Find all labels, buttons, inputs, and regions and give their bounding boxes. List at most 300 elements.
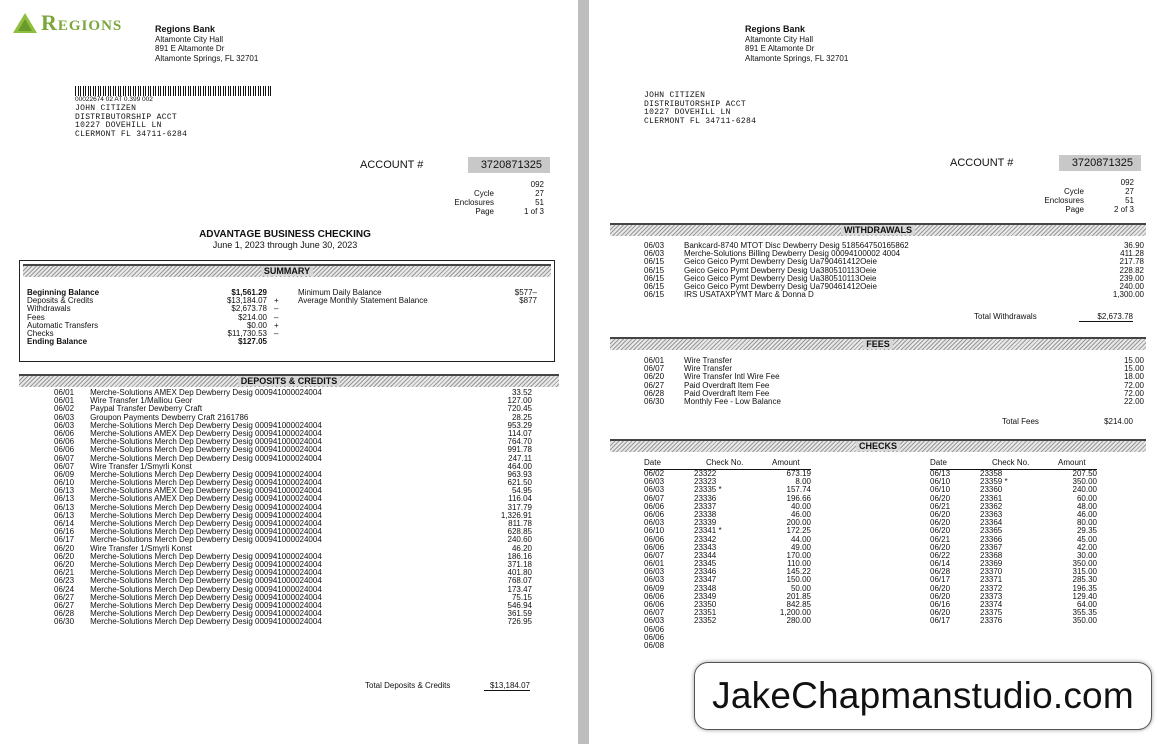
txn-date: 06/03	[54, 412, 75, 422]
txn-amount: 247.11	[508, 453, 532, 463]
page-label-p2: Page	[1065, 205, 1084, 214]
check-amount: 1,200.00	[779, 608, 811, 618]
col-amount: Amount	[772, 458, 800, 467]
summary-amount: $13,184.07	[226, 296, 267, 306]
check-number: 23374	[980, 600, 1003, 609]
bank-line1: Altamonte City Hall	[155, 34, 224, 44]
txn-amount: 114.07	[508, 428, 532, 438]
check-date: 06/10	[930, 477, 951, 487]
check-number: 23341 *	[694, 526, 722, 536]
check-amount: 110.00	[787, 559, 811, 569]
check-row	[644, 503, 811, 511]
check-date: 06/06	[644, 509, 665, 519]
check-amount: 44.00	[790, 534, 811, 544]
bank-line2-p2: 891 E Altamonte Dr	[745, 44, 815, 54]
check-number: 23360	[980, 485, 1003, 495]
txn-amount: 628.85	[507, 527, 532, 537]
deposits-header: DEPOSITS & CREDITS	[19, 374, 559, 387]
txn-amount: 963.93	[507, 469, 532, 479]
summary-sign	[267, 338, 283, 346]
check-amount: 49.00	[790, 542, 811, 552]
txn-description: Wire Transfer 1/Smyrli Konst	[90, 544, 192, 553]
summary-row	[27, 338, 287, 346]
summary-amount: $0.00	[246, 320, 267, 330]
deposit-row	[54, 545, 532, 553]
summary-sign: +	[274, 296, 279, 306]
check-amount: 355.35	[1072, 608, 1097, 618]
deposit-row	[54, 430, 532, 438]
txn-description: Merche-Solutions Merch Dep Dewberry Desig 000941000024004	[90, 438, 322, 447]
txn-description: Merche-Solutions AMEX Dep Dewberry Desig 000941000024004	[90, 487, 322, 496]
txn-date: 06/15	[644, 273, 665, 283]
txn-date: 06/01	[644, 356, 665, 365]
txn-date: 06/13	[54, 494, 75, 504]
txn-description: Merche-Solutions Merch Dep Dewberry Desig 000941000024004	[90, 569, 322, 578]
check-row	[644, 527, 811, 535]
statement-page-1	[0, 0, 578, 744]
check-amount: 170.00	[786, 550, 811, 560]
fees-header: FEES	[610, 337, 1146, 350]
check-row	[644, 642, 811, 650]
txn-description: Merche-Solutions Merch Dep Dewberry Desig 000941000024004	[90, 454, 322, 463]
cycle-info-p2	[1020, 178, 1134, 214]
check-date: 06/22	[930, 550, 951, 560]
withdrawal-row	[644, 267, 1144, 275]
txn-date: 06/17	[54, 535, 75, 545]
check-amount: 172.25	[786, 526, 811, 536]
txn-amount: 33.52	[511, 388, 532, 397]
check-number: 23338	[694, 509, 717, 519]
check-amount	[754, 626, 811, 634]
txn-date: 06/28	[54, 609, 75, 619]
check-amount: 673.19	[786, 469, 811, 478]
page-divider	[578, 0, 589, 744]
check-amount: 315.00	[1072, 567, 1097, 577]
cycle-value: 27	[535, 189, 544, 198]
check-date: 06/08	[644, 640, 665, 650]
regions-logo	[12, 10, 122, 36]
fee-row	[644, 365, 1144, 373]
txn-date: 06/23	[54, 576, 75, 586]
txn-description: Geico Geico Pymt Dewberry Desig Ua380510113Oeie	[684, 266, 877, 275]
txn-date: 06/20	[54, 543, 75, 553]
cycle-code-p2: 092	[1120, 178, 1134, 187]
check-number: 23363	[980, 509, 1003, 519]
deposit-row	[54, 618, 532, 626]
check-date: 06/06	[644, 624, 665, 634]
check-date: 06/09	[644, 583, 665, 593]
check-row	[930, 470, 1097, 478]
txn-date: 06/15	[644, 281, 665, 291]
check-number: 23339	[694, 518, 717, 528]
check-row	[644, 536, 811, 544]
txn-date: 06/28	[644, 388, 665, 398]
txn-description: Groupon Payments Dewberry Craft 2161786	[90, 413, 249, 422]
check-date: 06/17	[930, 575, 951, 585]
summary-label: Deposits & Credits	[27, 296, 94, 306]
txn-amount: 72.00	[1123, 380, 1144, 390]
summary-label: Ending Balance	[27, 337, 88, 347]
txn-date: 06/07	[644, 364, 665, 374]
txn-description: Monthly Fee - Low Balance	[684, 397, 781, 406]
check-amount: 842.85	[786, 600, 811, 609]
check-number: 23366	[980, 534, 1003, 544]
txn-amount: 464.00	[507, 461, 532, 471]
check-amount: 48.00	[1076, 501, 1097, 511]
check-date: 06/03	[644, 616, 665, 626]
check-number: 23347	[694, 575, 717, 585]
withdrawal-row	[644, 258, 1144, 266]
check-number: 23372	[980, 583, 1003, 593]
col-date: Date	[644, 458, 661, 467]
check-row	[644, 560, 811, 568]
col-amount-r: Amount	[1058, 458, 1086, 467]
checks-table-right	[930, 470, 1097, 626]
check-date: 06/21	[930, 501, 951, 511]
summary-sign: +	[274, 320, 279, 330]
deposit-row	[54, 446, 532, 454]
check-amount: 46.00	[1076, 509, 1097, 519]
txn-date: 06/24	[54, 584, 75, 594]
enclosures-value: 51	[535, 198, 544, 207]
txn-amount: 116.04	[508, 494, 532, 504]
deposit-row	[54, 536, 532, 544]
check-date: 06/01	[644, 559, 665, 569]
check-row	[930, 609, 1097, 617]
check-number: 23337	[694, 501, 717, 511]
withdrawals-table	[644, 242, 1144, 299]
txn-amount: 75.15	[511, 592, 532, 602]
check-number: 23369	[980, 559, 1003, 569]
txn-amount: 768.07	[507, 576, 532, 586]
txn-date: 06/06	[54, 437, 75, 447]
check-date: 06/21	[930, 534, 951, 544]
check-number	[694, 634, 754, 642]
check-number: 23351	[694, 608, 717, 618]
txn-amount: 546.94	[507, 600, 532, 610]
txn-amount: 317.79	[507, 502, 532, 512]
txn-date: 06/14	[54, 519, 75, 528]
check-row	[644, 552, 811, 560]
check-number: 23359 *	[980, 477, 1008, 487]
txn-amount: 217.78	[1119, 257, 1144, 267]
withdrawal-row	[644, 291, 1144, 299]
txn-date: 06/16	[54, 527, 75, 537]
check-row	[930, 601, 1097, 609]
txn-amount: 720.45	[507, 404, 532, 414]
withdrawal-row	[644, 242, 1144, 250]
check-row	[930, 560, 1097, 568]
customer-line2: DISTRIBUTORSHIP ACCT	[75, 112, 178, 122]
txn-description: Wire Transfer 1/Malliou Geor	[90, 397, 193, 406]
check-number: 23365	[980, 526, 1003, 536]
cycle-value-p2: 27	[1125, 187, 1134, 196]
txn-description: Paid Overdraft Item Fee	[684, 389, 770, 398]
check-number: 23343	[694, 542, 717, 552]
txn-description: Wire Transfer 1/Smyrli Konst	[90, 462, 192, 471]
check-date: 06/06	[644, 591, 665, 601]
summary-sign: –	[274, 304, 279, 314]
page-value-p2: 2 of 3	[1113, 205, 1134, 214]
cycle-label-p2: Cycle	[1063, 187, 1084, 196]
check-amount: 45.00	[1076, 534, 1097, 544]
txn-amount: 228.82	[1119, 265, 1144, 275]
check-amount: 42.00	[1076, 542, 1097, 552]
check-amount: 64.00	[1076, 600, 1097, 609]
txn-amount: 46.20	[511, 543, 532, 553]
check-date: 06/20	[930, 591, 951, 601]
txn-amount: 1,300.00	[1112, 290, 1144, 300]
withdrawals-header: WITHDRAWALS	[610, 223, 1146, 236]
fees-table	[644, 357, 1144, 406]
customer-name: JOHN CITIZEN	[75, 104, 137, 113]
txn-date: 06/20	[54, 551, 75, 561]
fee-row	[644, 373, 1144, 381]
txn-amount: 401.80	[507, 568, 532, 578]
account-type: ADVANTAGE BUSINESS CHECKING	[199, 229, 371, 240]
check-row	[644, 609, 811, 617]
check-row	[644, 593, 811, 601]
check-amount: 150.00	[786, 575, 811, 585]
check-row	[930, 576, 1097, 584]
txn-description: Merche-Solutions Merch Dep Dewberry Desig 000941000024004	[90, 601, 322, 610]
deposit-row	[54, 495, 532, 503]
col-date-r: Date	[930, 458, 947, 467]
check-row	[644, 511, 811, 519]
check-number: 23362	[980, 501, 1003, 511]
check-date: 06/07	[644, 550, 665, 560]
txn-description: Merche-Solutions Merch Dep Dewberry Desig 000941000024004	[90, 610, 322, 619]
deposits-total-label: Total Deposits & Credits	[365, 681, 451, 690]
check-number: 23373	[980, 591, 1003, 601]
check-date: 06/03	[644, 477, 665, 487]
check-date: 06/06	[644, 632, 665, 642]
col-check-no-r: Check No.	[992, 458, 1030, 467]
statement-period: June 1, 2023 through June 30, 2023	[212, 240, 358, 250]
summary-label: Checks	[27, 328, 54, 338]
txn-date: 06/03	[54, 420, 75, 430]
deposit-row	[54, 397, 532, 405]
txn-amount: 371.18	[507, 559, 532, 569]
check-number: 23361	[980, 493, 1003, 503]
txn-date: 06/07	[54, 461, 75, 471]
txn-date: 06/20	[54, 559, 75, 569]
check-row	[644, 519, 811, 527]
txn-description: Merche-Solutions Merch Dep Dewberry Desig 000941000024004	[90, 528, 322, 537]
check-date: 06/20	[930, 509, 951, 519]
txn-date: 06/27	[54, 592, 75, 602]
balance-label: Average Monthly Statement Balance	[298, 296, 428, 306]
enclosures-label: Enclosures	[454, 198, 494, 207]
txn-amount: 240.00	[1119, 281, 1144, 291]
txn-description: Wire Transfer Intl Wire Fee	[684, 373, 780, 382]
txn-description: Merche-Solutions Merch Dep Dewberry Desig 000941000024004	[90, 577, 322, 586]
check-date: 06/20	[930, 542, 951, 552]
check-row	[644, 576, 811, 584]
txn-date: 06/30	[54, 617, 75, 627]
check-amount: 240.00	[1072, 485, 1097, 495]
deposit-row	[54, 569, 532, 577]
check-amount: 350.00	[1072, 477, 1097, 487]
check-amount: 46.00	[790, 509, 811, 519]
txn-date: 06/15	[644, 290, 665, 300]
mail-code: 00022674 02 AT 0.399 002	[75, 96, 153, 103]
fees-total-label: Total Fees	[1002, 417, 1039, 426]
summary-label: Automatic Transfers	[27, 320, 99, 330]
check-number: 23345	[694, 559, 717, 569]
txn-date: 06/03	[644, 249, 665, 259]
txn-description: Merche-Solutions Merch Dep Dewberry Desig 000941000024004	[90, 470, 322, 479]
customer-street-p2: 10227 DOVEHILL LN	[644, 108, 731, 118]
cycle-code: 092	[530, 180, 544, 189]
check-number: 23348	[694, 583, 717, 593]
deposit-row	[54, 463, 532, 471]
deposit-row	[54, 405, 532, 413]
account-label-p2: ACCOUNT #	[950, 157, 1014, 169]
deposit-row	[54, 414, 532, 422]
statement-title	[120, 229, 450, 250]
check-date: 06/17	[930, 616, 951, 626]
txn-amount: 54.95	[511, 486, 532, 496]
check-row	[930, 519, 1097, 527]
check-amount: 201.85	[786, 591, 811, 601]
withdrawal-row	[644, 250, 1144, 258]
col-check-no: Check No.	[706, 458, 744, 467]
fee-row	[644, 390, 1144, 398]
txn-date: 06/15	[644, 257, 665, 267]
check-date: 06/20	[930, 493, 951, 503]
check-number: 23323	[694, 477, 717, 487]
deposits-table	[54, 389, 532, 626]
txn-description: Merche-Solutions Merch Dep Dewberry Desig 000941000024004	[90, 503, 322, 512]
txn-description: Merche-Solutions Merch Dep Dewberry Desig 000941000024004	[90, 446, 322, 455]
postal-barcode	[75, 86, 273, 96]
check-amount: 196.66	[786, 493, 811, 503]
deposit-row	[54, 610, 532, 618]
txn-description: Merche-Solutions AMEX Dep Dewberry Desig 000941000024004	[90, 495, 322, 504]
check-date: 06/20	[930, 526, 951, 536]
customer-city-p2: CLERMONT FL 34711-6284	[644, 116, 757, 126]
deposit-row	[54, 504, 532, 512]
check-amount: 60.00	[1076, 493, 1097, 503]
check-amount: 285.30	[1072, 575, 1097, 585]
txn-date: 06/27	[644, 380, 665, 390]
check-row	[930, 568, 1097, 576]
txn-description: Merche-Solutions Merch Dep Dewberry Desig 000941000024004	[90, 552, 322, 561]
txn-amount: 127.00	[507, 396, 532, 406]
summary-amount: $2,673.78	[231, 304, 267, 314]
txn-description: Merche-Solutions Billing Dewberry Desig 00094100002 4004	[684, 250, 901, 259]
withdrawals-total: $2,673.78	[1079, 312, 1133, 322]
txn-amount: 764.70	[507, 437, 532, 447]
check-row	[930, 478, 1097, 486]
txn-description: Wire Transfer	[684, 357, 733, 365]
check-date: 06/10	[930, 485, 951, 495]
deposit-row	[54, 471, 532, 479]
bank-name-p2: Regions Bank	[745, 24, 806, 34]
txn-amount: 15.00	[1123, 356, 1144, 365]
txn-description: Merche-Solutions Merch Dep Dewberry Desig 000941000024004	[90, 421, 322, 430]
check-date: 06/13	[930, 469, 951, 478]
txn-date: 06/13	[54, 510, 75, 520]
txn-date: 06/02	[54, 404, 75, 414]
check-number: 23346	[694, 567, 717, 577]
check-number: 23322	[694, 469, 717, 478]
customer-line2-p2: DISTRIBUTORSHIP ACCT	[644, 99, 747, 109]
check-row	[930, 527, 1097, 535]
check-number: 23350	[694, 600, 717, 609]
check-row	[644, 626, 811, 634]
deposit-row	[54, 577, 532, 585]
txn-description: IRS USATAXPYMT Marc & Donna D	[684, 291, 814, 300]
check-number: 23336	[694, 493, 717, 503]
check-amount: 30.00	[1076, 550, 1097, 560]
bank-line2: 891 E Altamonte Dr	[155, 44, 225, 54]
txn-date: 06/09	[54, 469, 75, 479]
fees-total: $214.00	[1104, 417, 1133, 426]
bank-address	[155, 25, 258, 63]
bank-address-p2	[745, 25, 848, 63]
txn-date: 06/06	[54, 428, 75, 438]
check-row	[930, 585, 1097, 593]
txn-amount: 18.00	[1123, 372, 1144, 382]
balance-amount: $877	[519, 296, 537, 306]
check-number: 23364	[980, 518, 1003, 528]
summary-amount: $127.05	[238, 337, 267, 347]
withdrawal-row	[644, 283, 1144, 291]
summary-balances	[298, 289, 538, 305]
check-amount	[754, 634, 811, 642]
txn-date: 06/01	[54, 396, 75, 406]
txn-description: Merche-Solutions Merch Dep Dewberry Desig 000941000024004	[90, 593, 322, 602]
check-row	[644, 585, 811, 593]
page-value: 1 of 3	[523, 207, 544, 216]
deposit-row	[54, 479, 532, 487]
check-date: 06/14	[930, 559, 951, 569]
deposit-row	[54, 455, 532, 463]
summary-balance-row	[298, 297, 538, 305]
check-row	[930, 593, 1097, 601]
page-label: Page	[475, 207, 494, 216]
check-amount: 29.35	[1076, 526, 1097, 536]
deposit-row	[54, 553, 532, 561]
summary-table	[27, 289, 287, 346]
balance-amount: $577–	[514, 288, 537, 297]
check-date: 06/06	[644, 501, 665, 511]
check-date: 06/07	[644, 608, 665, 618]
check-number	[694, 626, 754, 634]
check-row	[930, 536, 1097, 544]
txn-amount: 28.25	[511, 412, 532, 422]
check-row	[930, 552, 1097, 560]
logo-text: Regions	[41, 10, 123, 35]
check-row	[644, 470, 811, 478]
deposits-total: $13,184.07	[484, 681, 530, 691]
summary-label: Fees	[27, 312, 45, 322]
check-date: 06/16	[930, 600, 951, 609]
check-amount: 207.50	[1072, 469, 1097, 478]
check-number: 23352	[694, 616, 717, 626]
deposit-row	[54, 438, 532, 446]
check-row	[930, 617, 1097, 625]
txn-description: Merche-Solutions AMEX Dep Dewberry Desig 000941000024004	[90, 389, 322, 397]
check-row	[930, 495, 1097, 503]
txn-amount: 726.95	[507, 617, 532, 627]
check-number: 23371	[980, 575, 1003, 585]
check-amount: 40.00	[790, 501, 811, 511]
checks-columns-right	[930, 458, 1086, 467]
check-row	[930, 486, 1097, 494]
